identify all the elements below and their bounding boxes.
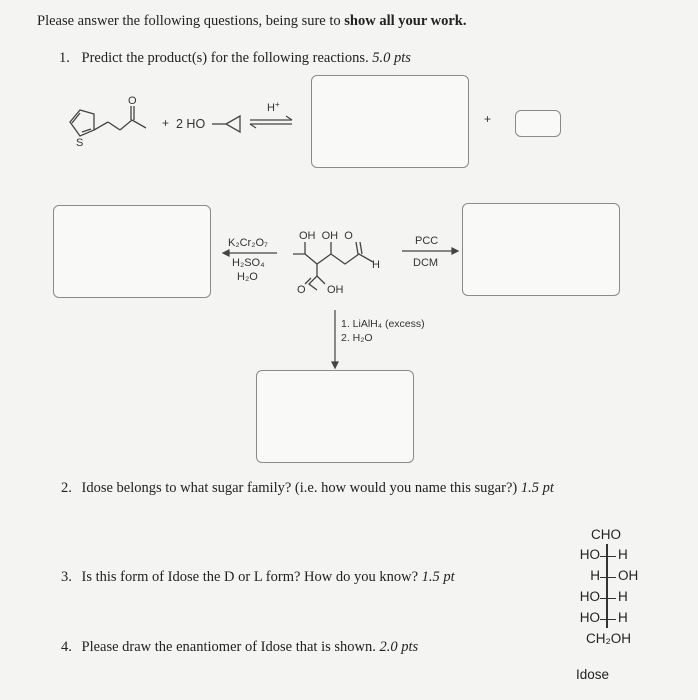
fischer-row-right: OH (618, 568, 639, 583)
reduction-step-1: 1. LiAlH₄ (excess) (341, 318, 425, 330)
carbonyl-o-label: O (128, 95, 137, 107)
water-reagent: H₂O (237, 271, 258, 283)
fischer-row-right: H (618, 610, 628, 625)
down-arrow (332, 310, 338, 368)
dcm-solvent: DCM (413, 257, 439, 269)
question-1-number: 1. (59, 50, 70, 66)
question-3-text: Is this form of Idose the D or L form? How do you know? (81, 569, 419, 585)
question-4-text: Please draw the enantiomer of Idose that is shown. (81, 639, 376, 655)
fischer-row-left: HO (579, 610, 600, 625)
question-1 (59, 50, 411, 67)
reduction-step-2: 2. H₂O (341, 332, 373, 344)
fischer-bond (600, 598, 616, 599)
left-arrow (223, 250, 277, 256)
aldehyde-h-label: H (372, 259, 380, 271)
answer-box-pcc[interactable] (462, 203, 620, 296)
answer-box-1b[interactable] (515, 110, 561, 137)
sugar-name-label: Idose (576, 667, 610, 682)
acid-catalyst: H+ (267, 100, 280, 114)
instructions (37, 13, 466, 30)
question-3-number: 3. (61, 569, 72, 585)
fischer-bond (600, 556, 616, 557)
oxidant-reagent: K₂Cr₂O₇ (228, 237, 268, 249)
answer-box-1a[interactable] (311, 75, 469, 168)
fischer-projection (540, 525, 680, 690)
fischer-bottom-group: CH₂OH (586, 631, 631, 646)
acid-reagent: H₂SO₄ (232, 257, 265, 269)
hydroxy-aldehyde-structure (293, 242, 373, 290)
fischer-row-left: H (590, 568, 600, 583)
answer-box-reduction[interactable] (256, 370, 414, 463)
sulfur-label: S (76, 137, 84, 149)
instructions-text: Please answer the following questions, being sure to (37, 13, 345, 29)
cyclopropyl-structure (212, 116, 240, 132)
plus-sign-1: + (162, 116, 170, 130)
question-3 (61, 569, 455, 586)
question-2-points: 1.5 pt (520, 480, 554, 496)
question-4 (61, 639, 418, 656)
alcohol-reagent: 2 HO (176, 117, 206, 131)
equilibrium-arrows (250, 116, 292, 128)
plus-sign-2: + (484, 112, 492, 126)
question-4-points: 2.0 pts (379, 639, 419, 655)
fischer-row-left: HO (579, 589, 600, 604)
carboxyl-o-label: O (297, 284, 306, 296)
question-1-text: Predict the product(s) for the following reactions. (81, 50, 369, 66)
question-2-number: 2. (61, 480, 72, 496)
question-1-points: 5.0 pts (372, 50, 411, 66)
carboxyl-oh-label: OH (327, 284, 344, 296)
thiophene-ketone-structure (70, 106, 146, 136)
question-4-number: 4. (61, 639, 72, 655)
reaction-2-scheme (215, 220, 465, 370)
fischer-top-group: CHO (591, 527, 621, 542)
fischer-row-left: HO (579, 547, 600, 562)
fischer-row-right: H (618, 589, 628, 604)
fischer-row-right: H (618, 547, 628, 562)
pcc-reagent: PCC (415, 235, 439, 247)
answer-box-oxidation[interactable] (53, 205, 211, 298)
right-arrow (402, 248, 458, 254)
instructions-bold: show all your work. (344, 13, 467, 29)
question-2-text: Idose belongs to what sugar family? (i.e. how would you name this sugar?) (81, 480, 518, 496)
question-3-points: 1.5 pt (421, 569, 455, 585)
fischer-bond (600, 577, 616, 578)
question-2 (61, 480, 554, 497)
hydroxyl-labels: OH OH O (299, 230, 353, 242)
fischer-bond (600, 619, 616, 620)
